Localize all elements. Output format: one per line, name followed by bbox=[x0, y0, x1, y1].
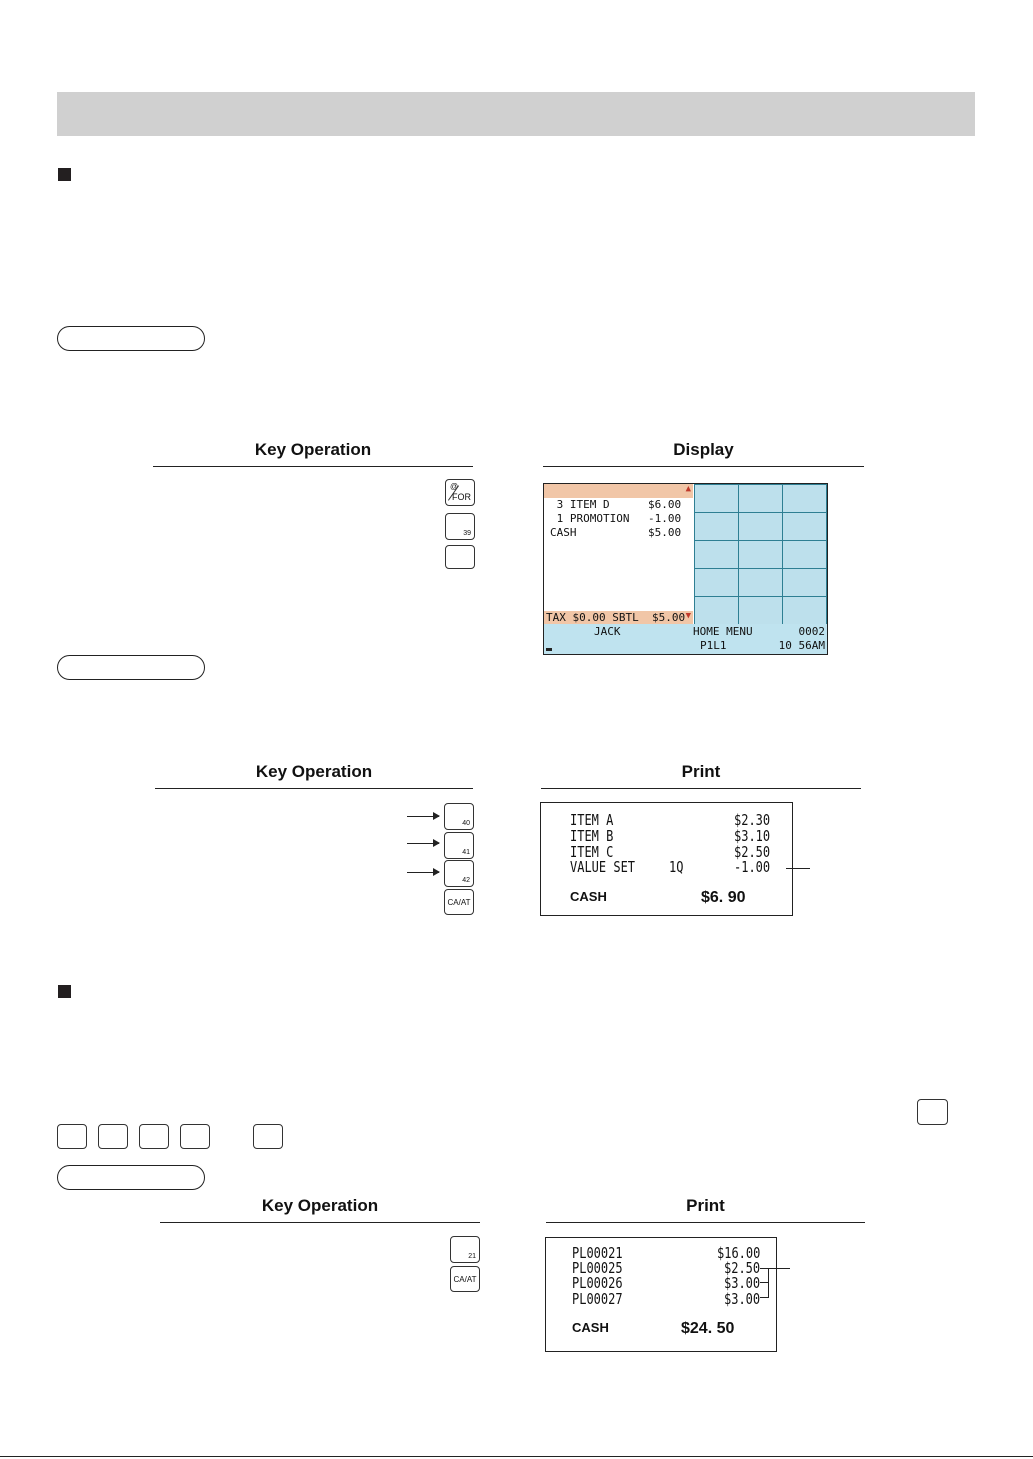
grid-key[interactable] bbox=[694, 568, 739, 597]
display-status-bar bbox=[544, 624, 827, 654]
example-label-pill bbox=[57, 655, 205, 680]
section-bullet-square bbox=[58, 168, 71, 181]
display-header: Display bbox=[673, 440, 734, 459]
arrow-icon bbox=[407, 872, 439, 873]
grid-key[interactable] bbox=[782, 484, 827, 513]
grid-key[interactable] bbox=[782, 596, 827, 625]
receipt bbox=[540, 802, 793, 916]
section-bullet-square bbox=[58, 985, 71, 998]
header-rule bbox=[541, 788, 861, 789]
plu-key[interactable] bbox=[450, 1236, 480, 1263]
display-line: CASH bbox=[550, 526, 577, 539]
blank-key[interactable] bbox=[445, 545, 475, 569]
clerk-name: JACK bbox=[594, 625, 621, 638]
cash-label: CASH bbox=[572, 1320, 609, 1335]
print-header: Print bbox=[686, 1196, 725, 1215]
receipt-item-name: PL00025 bbox=[572, 1259, 623, 1277]
key-label: CA/AT bbox=[453, 1275, 477, 1284]
grid-key[interactable] bbox=[694, 484, 739, 513]
print-header: Print bbox=[681, 762, 721, 781]
key-number: 21 bbox=[468, 1253, 476, 1260]
display-value: $5.00 bbox=[648, 526, 682, 539]
receipt-item-price: $3.10 bbox=[734, 827, 771, 845]
grid-key[interactable] bbox=[738, 596, 783, 625]
display-line: 3 ITEM D bbox=[550, 498, 610, 511]
key-operation-header: Key Operation bbox=[254, 440, 372, 459]
receipt-item-qty: 1Q bbox=[669, 858, 684, 876]
footer-rule bbox=[0, 1456, 1033, 1457]
cash-total: $6. 90 bbox=[701, 889, 746, 906]
grid-key[interactable] bbox=[694, 540, 739, 569]
header-rule bbox=[543, 466, 864, 467]
display-top-bar bbox=[544, 484, 693, 498]
receipt-item-name: VALUE SET bbox=[570, 858, 636, 876]
header-rule bbox=[153, 466, 473, 467]
receipt-item-price: $2.30 bbox=[734, 811, 771, 829]
display-line: 1 PROMOTION bbox=[550, 512, 630, 525]
cash-total: $24. 50 bbox=[681, 1320, 735, 1337]
receipt-item-name: ITEM B bbox=[570, 827, 614, 845]
ca-at-key[interactable] bbox=[450, 1266, 480, 1292]
inline-key[interactable] bbox=[57, 1124, 87, 1149]
arrow-icon bbox=[407, 816, 439, 817]
at-symbol-icon: @ bbox=[450, 482, 459, 491]
key-operation-header: Key Operation bbox=[255, 762, 373, 781]
receipt-item-price: $2.50 bbox=[734, 843, 771, 861]
plu-key[interactable] bbox=[445, 513, 475, 540]
display-bottom-bar bbox=[544, 611, 693, 625]
tax-subtotal-line: TAX $0.00 SBTL $5.00 bbox=[546, 611, 686, 624]
header-rule bbox=[546, 1222, 865, 1223]
key-grid bbox=[694, 484, 827, 624]
key-label: CA/AT bbox=[447, 898, 471, 907]
key-operation-header: Key Operation bbox=[261, 1196, 379, 1215]
at-for-key[interactable] bbox=[445, 479, 475, 506]
key-number: 39 bbox=[463, 530, 471, 537]
bracket-line bbox=[760, 1282, 769, 1283]
receipt-item-price: $3.00 bbox=[724, 1274, 761, 1292]
callout-line bbox=[786, 868, 810, 869]
inline-key[interactable] bbox=[253, 1124, 283, 1149]
key-label: FOR bbox=[452, 492, 471, 502]
ca-at-key[interactable] bbox=[444, 889, 474, 915]
receipt bbox=[545, 1237, 777, 1352]
grid-key[interactable] bbox=[738, 484, 783, 513]
inline-key[interactable] bbox=[98, 1124, 128, 1149]
menu-name: HOME MENU bbox=[693, 625, 753, 638]
receipt-item-name: ITEM C bbox=[570, 843, 614, 861]
plu-key[interactable] bbox=[444, 832, 474, 859]
scroll-down-icon[interactable]: ▼ bbox=[685, 611, 691, 621]
example-label-pill bbox=[57, 1165, 205, 1190]
inline-key[interactable] bbox=[917, 1099, 948, 1125]
position-code: P1L1 bbox=[700, 639, 727, 652]
plu-key[interactable] bbox=[444, 860, 474, 887]
cursor-mark bbox=[546, 648, 552, 651]
display-value: -1.00 bbox=[648, 512, 682, 525]
receipt-item-name: ITEM A bbox=[570, 811, 614, 829]
grid-key[interactable] bbox=[694, 596, 739, 625]
plu-key[interactable] bbox=[444, 803, 474, 830]
receipt-item-price: $16.00 bbox=[717, 1244, 761, 1262]
section-title-band bbox=[57, 92, 975, 136]
grid-key[interactable] bbox=[694, 512, 739, 541]
grid-key[interactable] bbox=[782, 568, 827, 597]
key-number: 40 bbox=[462, 820, 470, 827]
example-label-pill bbox=[57, 326, 205, 351]
receipt-item-name: PL00021 bbox=[572, 1244, 623, 1262]
inline-key[interactable] bbox=[180, 1124, 210, 1149]
header-rule bbox=[160, 1222, 480, 1223]
bracket-line bbox=[760, 1297, 769, 1298]
grid-key[interactable] bbox=[782, 540, 827, 569]
consecutive-number: 0002 bbox=[798, 625, 825, 638]
grid-key[interactable] bbox=[738, 568, 783, 597]
cash-label: CASH bbox=[570, 889, 607, 904]
inline-key[interactable] bbox=[139, 1124, 169, 1149]
grid-key[interactable] bbox=[738, 512, 783, 541]
receipt-item-price: $3.00 bbox=[724, 1290, 761, 1308]
key-number: 42 bbox=[462, 877, 470, 884]
receipt-item-name: PL00026 bbox=[572, 1274, 623, 1292]
time-readout: 10 56AM bbox=[778, 639, 825, 652]
header-rule bbox=[155, 788, 473, 789]
receipt-item-price: -1.00 bbox=[734, 858, 771, 876]
receipt-item-name: PL00027 bbox=[572, 1290, 623, 1308]
arrow-icon bbox=[407, 843, 439, 844]
scroll-up-icon[interactable]: ▲ bbox=[685, 484, 691, 494]
receipt-item-price: $2.50 bbox=[724, 1259, 761, 1277]
callout-line bbox=[760, 1268, 790, 1269]
grid-key[interactable] bbox=[738, 540, 783, 569]
pos-display bbox=[543, 483, 828, 655]
grid-key[interactable] bbox=[782, 512, 827, 541]
display-value: $6.00 bbox=[648, 498, 682, 511]
key-number: 41 bbox=[462, 849, 470, 856]
